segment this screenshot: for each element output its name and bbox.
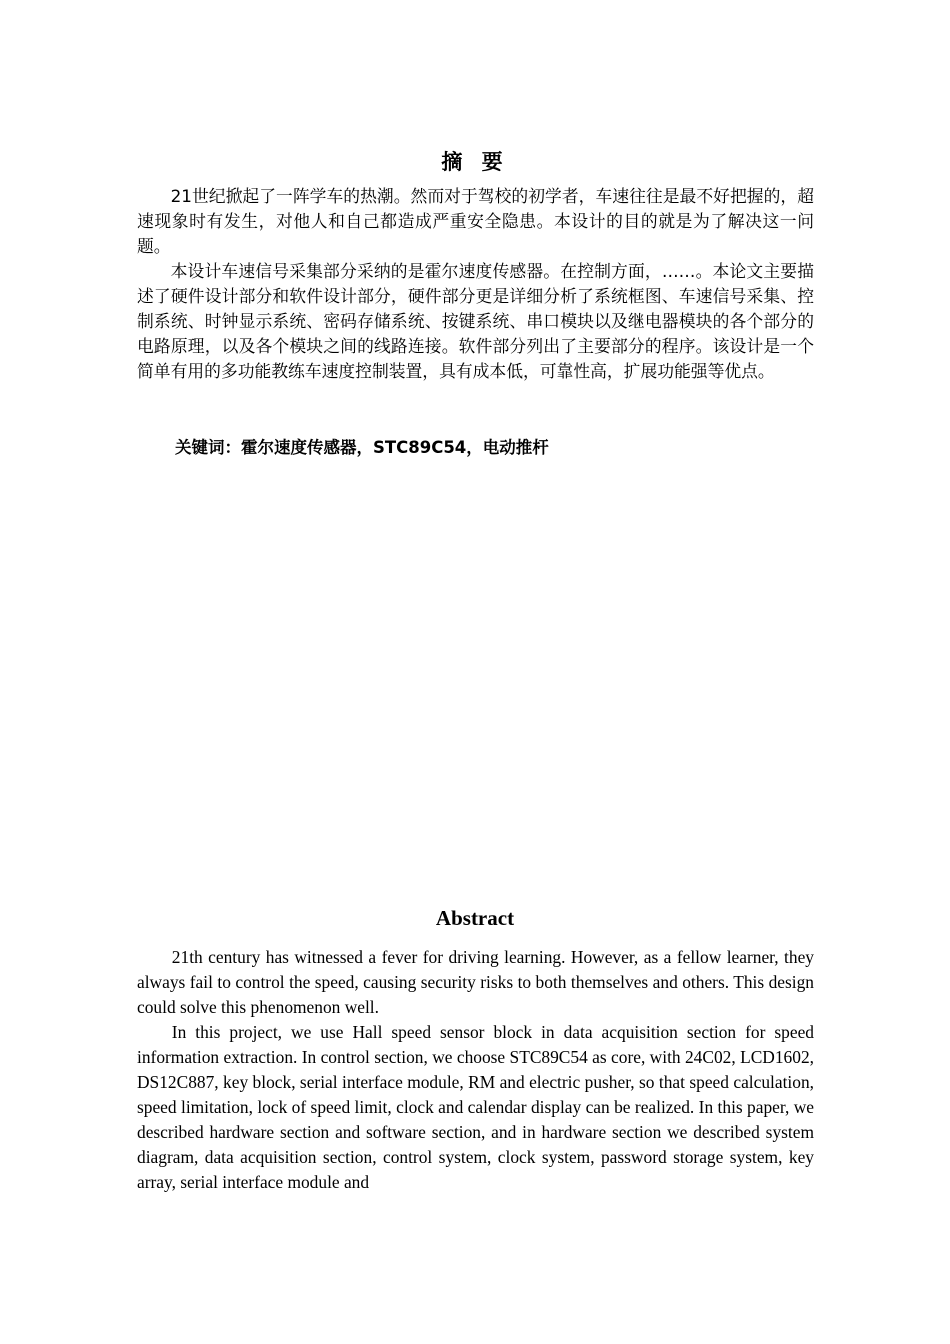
english-abstract-paragraph: 21th century has witnessed a fever for driving learning. However, as a fellow learner, they always fail to control the speed, causing security risks to both themselves and others. This design could solve this phenomenon well.: [137, 947, 814, 1017]
english-abstract-title: Abstract: [435, 906, 515, 930]
english-abstract-body: [137, 945, 814, 1195]
english-abstract-paragraph: In this project, we use Hall speed sensor block in data acquisition section for speed information extraction. In control section, we choose STC89C54 as core, with 24C02, LCD1602, DS12C887, key block, serial interface module, RM and electric pusher, so that speed calculation, speed limitation, lock of speed limit, clock and calendar display can be realized. In this paper, we described hardware section and software section, and in hardware section we described system diagram, data acquisition section, control system, clock system, password storage system, key array, serial interface module and: [137, 1022, 814, 1192]
chinese-abstract-paragraph: 本设计车速信号采集部分采纳的是霍尔速度传感器。在控制方面，……。本论文主要描述了硬件设计部分和软件设计部分，硬件部分更是详细分析了系统框图、车速信号采集、控制系统、时钟显示系统、密码存储系统、按键系统、串口模块以及继电器模块的各个部分的电路原理，以及各个模块之间的线路连接。软件部分列出了主要部分的程序。该设计是一个简单有用的多功能教练车速度控制装置，具有成本低，可靠性高，扩展功能强等优点。: [137, 261, 814, 381]
chinese-abstract-title: 摘 要: [441, 150, 509, 174]
chinese-keywords: 关键词：霍尔速度传感器，STC89C54，电动推杆: [175, 438, 549, 457]
chinese-abstract-paragraph: 21世纪掀起了一阵学车的热潮。然而对于驾校的初学者，车速往往是最不好把握的，超速现象时有发生，对他人和自己都造成严重安全隐患。本设计的目的就是为了解决这一问题。: [137, 186, 814, 256]
chinese-abstract-body: [137, 184, 814, 384]
